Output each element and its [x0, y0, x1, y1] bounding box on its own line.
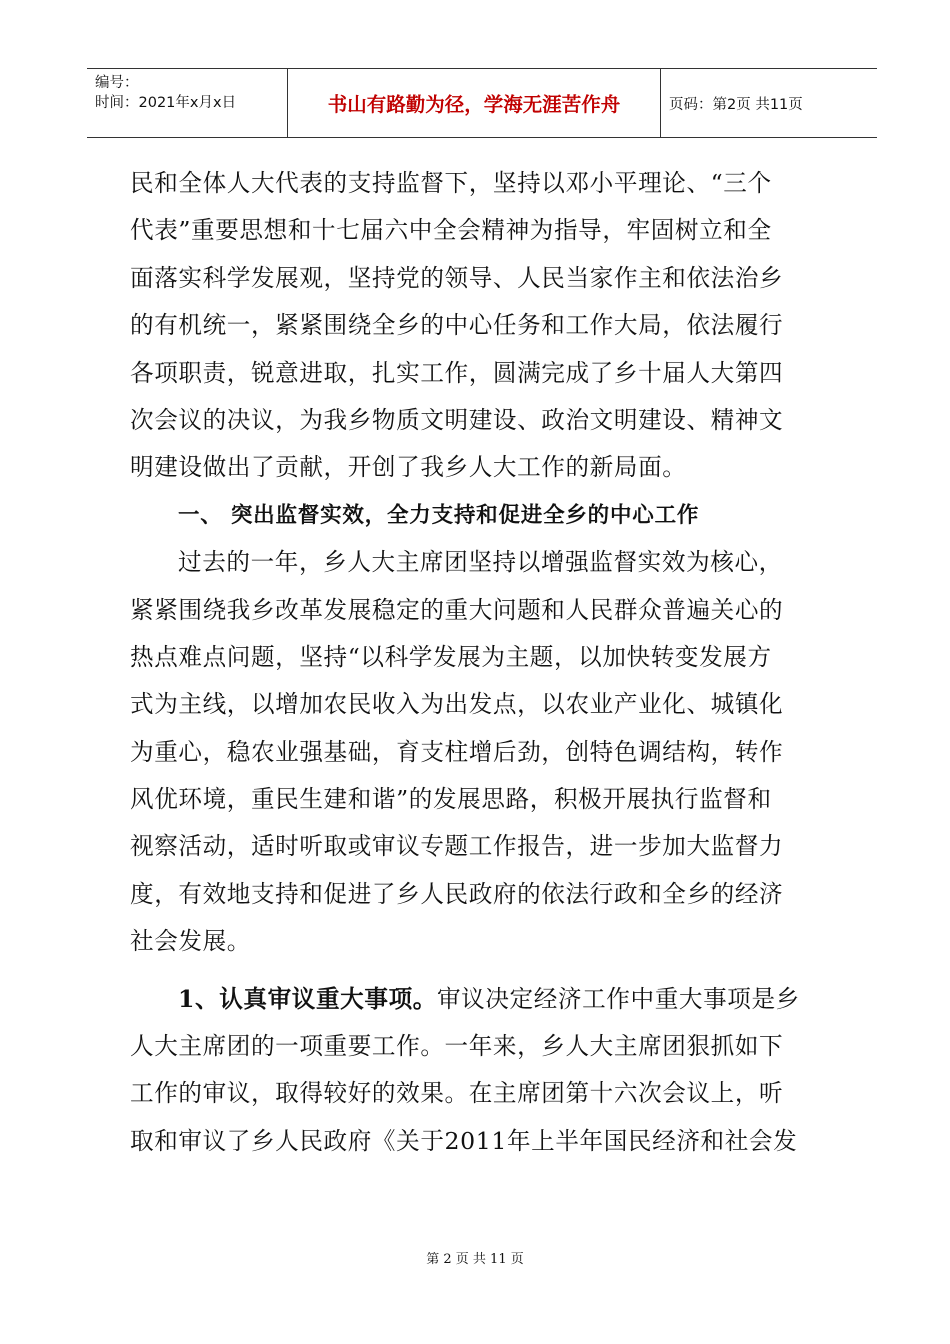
page-footer: 第 2 页 共 11 页	[426, 1252, 524, 1267]
item-heading: 1、认真审议重大事项。	[178, 984, 437, 1013]
text-line: 热点难点问题，坚持“以科学发展为主题，以加快转变发展方	[130, 642, 772, 671]
section-heading: 一、 突出监督实效，全力支持和促进全乡的中心工作	[178, 502, 700, 528]
text-line: 视察活动，适时听取或审议专题工作报告，进一步加大监督力	[130, 832, 784, 861]
item-text: 审议决定经济工作中重大事项是乡	[436, 984, 800, 1013]
page-header	[87, 68, 877, 138]
text-line: 风优环境，重民生建和谐”的发展思路，积极开展执行监督和	[130, 785, 772, 814]
text-line: 过去的一年，乡人大主席团坚持以增强监督实效为核心，	[178, 548, 783, 577]
text-line: 社会发展。	[130, 927, 251, 956]
text-line: 人大主席团的一项重要工作。一年来，乡人大主席团狠抓如下	[130, 1032, 784, 1061]
header-motto: 书山有路勤为径，学海无涯苦作舟	[288, 69, 661, 137]
paragraph-gap	[130, 966, 830, 976]
number-label: 编号：	[95, 75, 139, 91]
text-line: 代表”重要思想和十七届六中全会精神为指导，牢固树立和全	[130, 216, 772, 245]
paragraph-3	[130, 976, 830, 1166]
text-line: 式为主线，以增加农民收入为出发点，以农业产业化、城镇化	[130, 690, 784, 719]
text-line: 紧紧围绕我乡改革发展稳定的重大问题和人民群众普遍关心的	[130, 595, 784, 624]
text-line: 各项职责，锐意进取，扎实工作，圆满完成了乡十届人大第四	[130, 358, 784, 387]
header-meta	[87, 69, 288, 137]
text-line	[130, 976, 830, 1023]
text-line: 次会议的决议，为我乡物质文明建设、政治文明建设、精神文	[130, 405, 784, 434]
text-line: 取和审议了乡人民政府《关于2011年上半年国民经济和社会发	[130, 1126, 798, 1155]
text-line: 为重心，稳农业强基础，育支柱增后劲，创特色调结构，转作	[130, 737, 784, 766]
document-body	[130, 160, 830, 1165]
text-line: 度，有效地支持和促进了乡人民政府的依法行政和全乡的经济	[130, 879, 784, 908]
text-line: 工作的审议，取得较好的效果。在主席团第十六次会议上，听	[130, 1079, 784, 1108]
time-label: 时间：2021年x月x日	[95, 95, 237, 111]
text-line: 民和全体人大代表的支持监督下，坚持以邓小平理论、“三个	[130, 169, 772, 197]
paragraph-2	[130, 539, 830, 966]
paragraph-1	[130, 160, 830, 492]
header-page-info: 页码：第2页 共11页	[669, 96, 803, 113]
text-line: 的有机统一，紧紧围绕全乡的中心任务和工作大局，依法履行	[130, 311, 784, 340]
text-line: 面落实科学发展观，坚持党的领导、人民当家作主和依法治乡	[130, 263, 784, 292]
text-line: 明建设做出了贡献，开创了我乡人大工作的新局面。	[130, 453, 687, 482]
